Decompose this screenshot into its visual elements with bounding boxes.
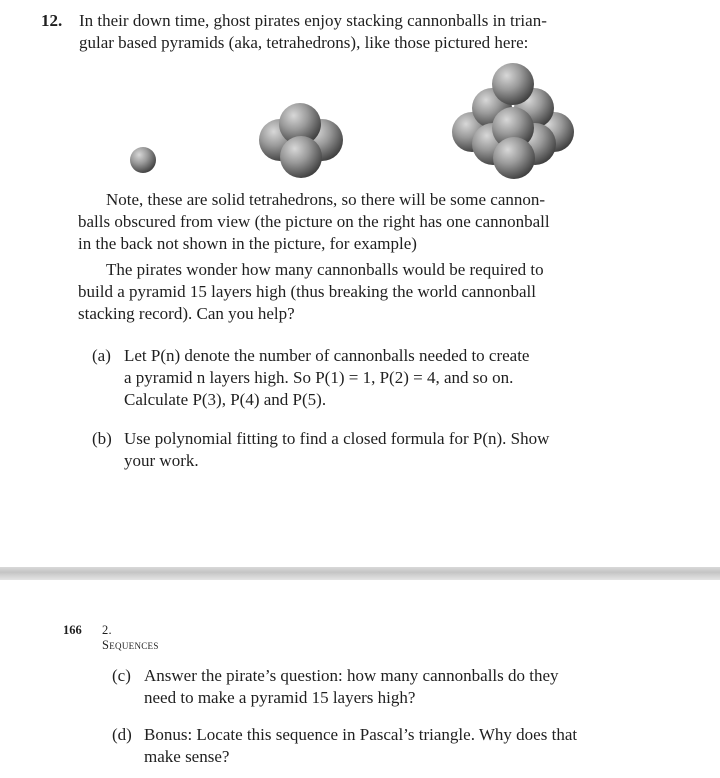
intro-line-2: gular based pyramids (aka, tetrahedrons), like those pictured here: [79, 33, 529, 52]
part-b-label: (b) [92, 429, 112, 448]
note-line-1: Note, these are solid tetrahedrons, so there will be some cannon- [106, 190, 546, 209]
part-a-line-2: a pyramid n layers high. So P(1) = 1, P(2) = 4, and so on. [124, 368, 514, 387]
note-line-2: balls obscured from view (the picture on the right has one cannonball [78, 212, 550, 231]
pyramid-2-layers [259, 103, 343, 178]
pyramid-1-layer [130, 147, 156, 173]
cannonball-pyramids-figure [0, 0, 720, 200]
part-b-line-2: your work. [124, 451, 199, 470]
part-c-label: (c) [112, 666, 131, 685]
intro-line-1: In their down time, ghost pirates enjoy stacking cannonballs in trian- [79, 11, 547, 30]
pyramid-3-layers [452, 63, 574, 179]
wonder-line-3: stacking record). Can you help? [78, 304, 295, 323]
part-d-line-2: make sense? [144, 747, 230, 766]
part-b-line-1: Use polynomial fitting to find a closed formula for P(n). Show [124, 429, 550, 448]
note-line-3: in the back not shown in the picture, for example) [78, 234, 417, 253]
part-c-line-2: need to make a pyramid 15 layers high? [144, 688, 416, 707]
part-a-line-3: Calculate P(3), P(4) and P(5). [124, 390, 327, 409]
part-c-line-1: Answer the pirate’s question: how many cannonballs do they [144, 666, 559, 685]
problem-number: 12. [41, 11, 63, 30]
wonder-line-1: The pirates wonder how many cannonballs would be required to [106, 260, 544, 279]
section-title: 2. Sequences [102, 623, 159, 652]
part-a-line-1: Let P(n) denote the number of cannonballs needed to create [124, 346, 530, 365]
part-a-label: (a) [92, 346, 111, 365]
page-number: 166 [63, 623, 82, 637]
part-d-label: (d) [112, 725, 132, 744]
wonder-line-2: build a pyramid 15 layers high (thus breaking the world cannonball [78, 282, 536, 301]
page-break-divider [0, 567, 720, 580]
part-d-line-1: Bonus: Locate this sequence in Pascal’s triangle. Why does that [144, 725, 578, 744]
